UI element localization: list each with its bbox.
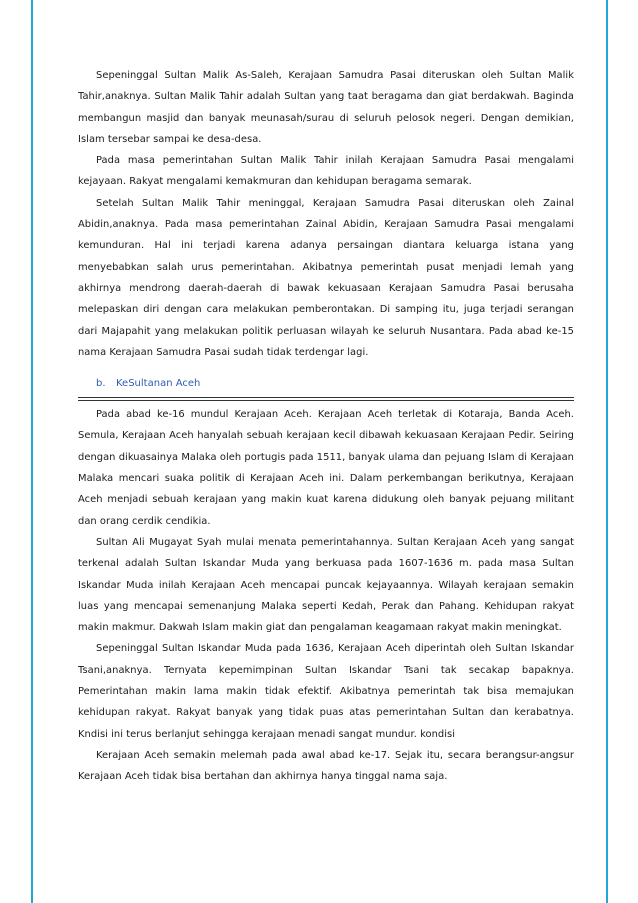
section-heading <box>78 371 574 397</box>
page-border-right <box>606 0 608 903</box>
paragraph: Pada abad ke-16 mundul Kerajaan Aceh. Kerajaan Aceh terletak di Kotaraja, Banda Aceh. Semula, Kerajaan Aceh hanyalah sebuah kerajaan kecil dibawah kekuasaan Kerajaan Pedir. Seiring dengan dikuasainya Malaka oleh portugis pada 1511, banyak ulama dan pejuang Islam di Kerajaan Malaka mencari suaka politik di Kerajaan Aceh ini. Dalam perkembangan berikutnya, Kerajaan Aceh menjadi sebuah kerajaan yang makin kuat karena didukung oleh banyak pejuang militant dan orang cerdik cendikia. <box>78 409 574 527</box>
paragraph: Sultan Ali Mugayat Syah mulai menata pemerintahannya. Sultan Kerajaan Aceh yang sangat terkenal adalah Sultan Iskandar Muda yang berkuasa pada 1607-1636 m. pada masa Sultan Iskandar Muda inilah Kerajaan Aceh mencapai puncak kejayaannya. Wilayah kerajaan semakin luas yang mencapai semenanjung Malaka seperti Kedah, Perak dan Pahang. Kehidupan rakyat makin makmur. Dakwah Islam makin giat dan pengalaman keagamaan rakyat makin meningkat. <box>78 536 574 634</box>
section-title: KeSultanan Aceh <box>116 378 201 390</box>
page-border-left <box>31 0 33 903</box>
divider-line <box>78 400 574 401</box>
section-number: b. <box>96 378 106 390</box>
paragraph: Setelah Sultan Malik Tahir meninggal, Kerajaan Samudra Pasai diteruskan oleh Zainal Abidin,anaknya. Pada masa pemerintahan Zainal Abidin, Kerajaan Samudra Pasai mengalami kemunduran. Hal ini terjadi karena adanya persaingan diantara keluarga istana yang menyebabkan salah urus pemerintahan. Akibatnya pemerintah pusat menjadi lemah yang akhirnya mendrong daerah-daerah di bawak kekuasaan Kerajaan Samudra Pasai berusaha melepaskan diri dengan cara melakukan pemberontakan. Di samping itu, juga terjadi serangan dari Majapahit yang melakukan politik perluasan wilayah ke seluruh Nusantara. Pada abad ke-15 nama Kerajaan Samudra Pasai sudah tidak terdengar lagi. <box>78 197 574 358</box>
paragraph: Kerajaan Aceh semakin melemah pada awal abad ke-17. Sejak itu, secara berangsur-angsur Kerajaan Aceh tidak bisa bertahan dan akhirnya hanya tinggal nama saja. <box>78 749 574 783</box>
paragraph: Sepeninggal Sultan Malik As-Saleh, Kerajaan Samudra Pasai diteruskan oleh Sultan Malik Tahir,anaknya. Sultan Malik Tahir adalah Sultan yang taat beragama dan giat berdakwah. Baginda membangun masjid dan banyak meunasah/surau di seluruh pelosok negeri. Dengan demikian, Islam tersebar sampai ke desa-desa. <box>78 70 574 145</box>
section-divider <box>78 397 574 401</box>
divider-line <box>78 397 574 398</box>
paragraph: Pada masa pemerintahan Sultan Malik Tahir inilah Kerajaan Samudra Pasai mengalami kejayaan. Rakyat mengalami kemakmuran dan kehidupan beragama semarak. <box>78 155 574 188</box>
paragraph: Sepeninggal Sultan Iskandar Muda pada 1636, Kerajaan Aceh diperintah oleh Sultan Iskandar Tsani,anaknya. Ternyata kepemimpinan Sultan Iskandar Tsani tak secakap bapaknya. Pemerintahan makin lama makin tidak efektif. Akibatnya pemerintah tak bisa memajukan kehidupan rakyat. Rakyat banyak yang tidak puas atas pemerintahan Sultan dan kerabatnya. Kndisi ini terus berlanjut sehingga kerajaan menadi sangat mundur. kondisi <box>78 643 574 740</box>
document-body <box>78 65 574 788</box>
